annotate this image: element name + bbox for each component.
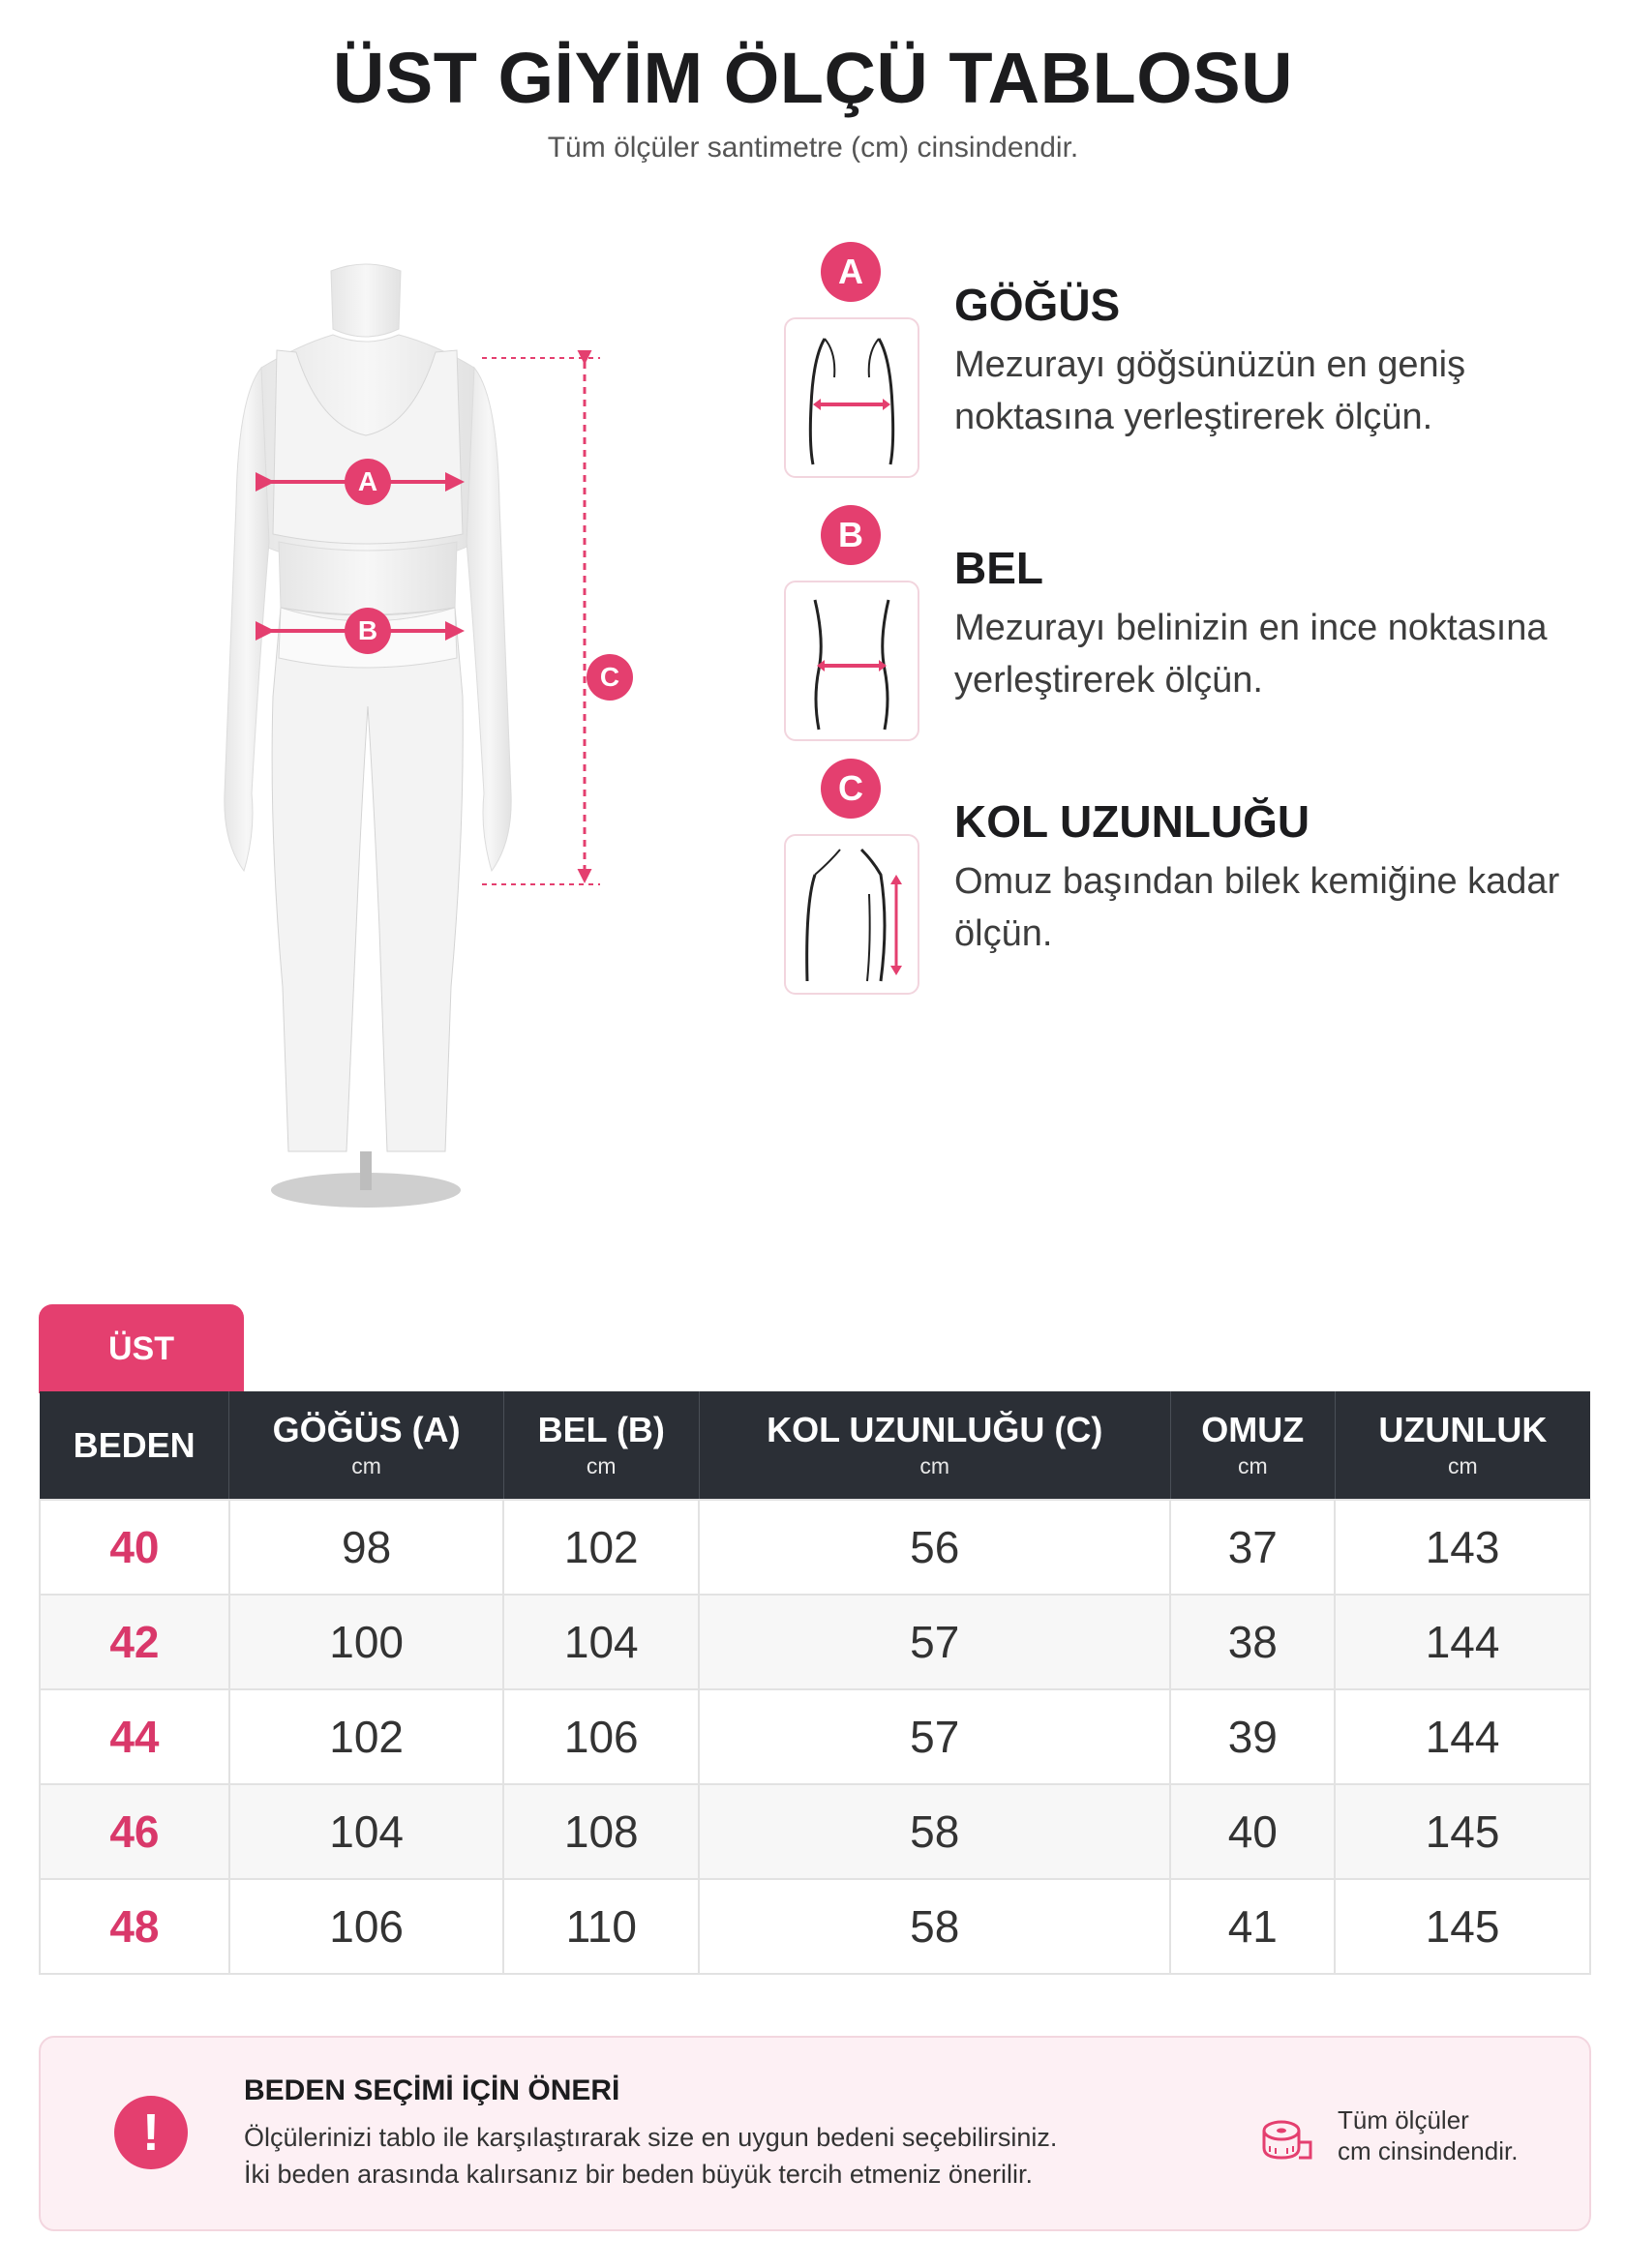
shoulder-cell: 39 bbox=[1170, 1689, 1335, 1784]
sleeve-cell: 58 bbox=[699, 1879, 1170, 1974]
waist-diagram-icon bbox=[784, 581, 919, 741]
size-cell: 42 bbox=[40, 1595, 229, 1689]
page-title: ÜST GİYİM ÖLÇÜ TABLOSU bbox=[332, 38, 1294, 118]
waist-cell: 110 bbox=[503, 1879, 699, 1974]
chest-cell: 102 bbox=[229, 1689, 504, 1784]
table-row bbox=[40, 1879, 1590, 1974]
sleeve-cell: 56 bbox=[699, 1500, 1170, 1595]
chest-cell: 106 bbox=[229, 1879, 504, 1974]
table-row bbox=[40, 1689, 1590, 1784]
size-advice-box bbox=[39, 2036, 1591, 2231]
length-cell: 145 bbox=[1335, 1784, 1590, 1879]
length-cell: 145 bbox=[1335, 1879, 1590, 1974]
waist-cell: 108 bbox=[503, 1784, 699, 1879]
sleeve-cell: 58 bbox=[699, 1784, 1170, 1879]
unit-note: Tüm ölçüler bbox=[1338, 2105, 1469, 2134]
shoulder-cell: 41 bbox=[1170, 1879, 1335, 1974]
column-header-shoulder: OMUZ cm bbox=[1170, 1391, 1335, 1500]
marker-c-badge: C bbox=[587, 654, 633, 701]
size-cell: 44 bbox=[40, 1689, 229, 1784]
guide-sleeve-length bbox=[782, 759, 1595, 991]
alert-icon: ! bbox=[114, 2096, 188, 2169]
marker-b-badge: B bbox=[345, 608, 391, 654]
advice-text: Ölçülerinizi tablo ile karşılaştırarak size en uygun bedeni seçebilirsiniz. bbox=[244, 2123, 1058, 2152]
guide-letter-badge: B bbox=[821, 505, 881, 565]
column-header-length: UZUNLUK cm bbox=[1335, 1391, 1590, 1500]
guide-description: Omuz başından bilek kemiğine kadar ölçün. bbox=[954, 861, 1560, 954]
size-cell: 46 bbox=[40, 1784, 229, 1879]
table-header-row bbox=[40, 1391, 1590, 1500]
chest-cell: 98 bbox=[229, 1500, 504, 1595]
marker-a-badge: A bbox=[345, 459, 391, 505]
size-cell: 40 bbox=[40, 1500, 229, 1595]
waist-cell: 102 bbox=[503, 1500, 699, 1595]
sleeve-cell: 57 bbox=[699, 1595, 1170, 1689]
shoulder-cell: 40 bbox=[1170, 1784, 1335, 1879]
chest-diagram-icon bbox=[784, 317, 919, 478]
guide-title: GÖĞÜS bbox=[954, 280, 1121, 330]
guide-description: Mezurayı göğsünüzün en geniş noktasına yerleştirerek ölçün. bbox=[954, 344, 1466, 437]
advice-title: BEDEN SEÇİMİ İÇİN ÖNERİ bbox=[244, 2074, 620, 2106]
guide-title: KOL UZUNLUĞU bbox=[954, 796, 1310, 847]
waist-cell: 106 bbox=[503, 1689, 699, 1784]
column-header-sleeve-length: KOL UZUNLUĞU (C) cm bbox=[699, 1391, 1170, 1500]
length-cell: 144 bbox=[1335, 1595, 1590, 1689]
unit-note: cm cinsindendir. bbox=[1338, 2136, 1519, 2165]
chest-cell: 100 bbox=[229, 1595, 504, 1689]
column-header-chest: GÖĞÜS (A) cm bbox=[229, 1391, 504, 1500]
guide-waist bbox=[782, 505, 1595, 737]
table-row bbox=[40, 1595, 1590, 1689]
guide-title: BEL bbox=[954, 543, 1043, 593]
shoulder-cell: 38 bbox=[1170, 1595, 1335, 1689]
guide-chest bbox=[782, 242, 1595, 474]
size-cell: 48 bbox=[40, 1879, 229, 1974]
page-subtitle: Tüm ölçüler santimetre (cm) cinsindendir. bbox=[547, 132, 1079, 164]
measuring-tape-icon bbox=[1258, 2113, 1312, 2167]
column-header-waist: BEL (B) cm bbox=[503, 1391, 699, 1500]
length-cell: 143 bbox=[1335, 1500, 1590, 1595]
waist-cell: 104 bbox=[503, 1595, 699, 1689]
sleeve-diagram-icon bbox=[784, 834, 919, 995]
table-row bbox=[40, 1784, 1590, 1879]
advice-text: İki beden arasında kalırsanız bir beden büyük tercih etmeniz önerilir. bbox=[244, 2160, 1033, 2189]
length-cell: 144 bbox=[1335, 1689, 1590, 1784]
shoulder-cell: 37 bbox=[1170, 1500, 1335, 1595]
table-row bbox=[40, 1500, 1590, 1595]
size-table bbox=[39, 1391, 1591, 1975]
mannequin-figure bbox=[155, 252, 648, 1219]
guide-description: Mezurayı belinizin en ince noktasına yerleştirerek ölçün. bbox=[954, 608, 1548, 701]
guide-letter-badge: C bbox=[821, 759, 881, 819]
chest-cell: 104 bbox=[229, 1784, 504, 1879]
column-header-size: BEDEN bbox=[40, 1391, 229, 1500]
guide-letter-badge: A bbox=[821, 242, 881, 302]
sleeve-cell: 57 bbox=[699, 1689, 1170, 1784]
tab-upper-wear[interactable]: ÜST bbox=[39, 1304, 244, 1393]
